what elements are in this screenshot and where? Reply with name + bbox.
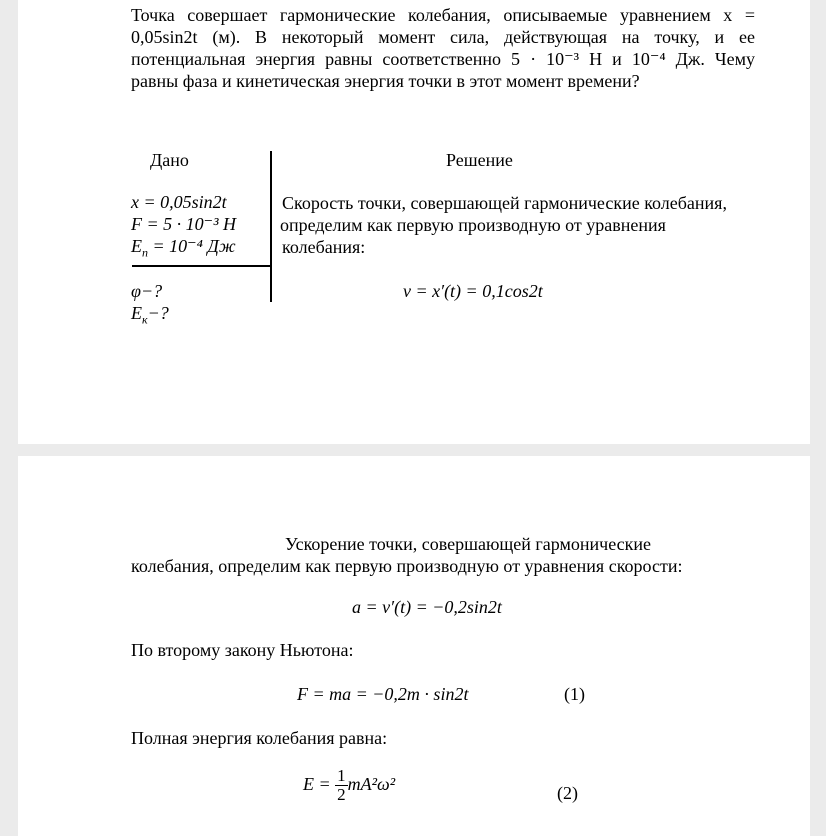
equation-1-number: (1) [564, 684, 585, 704]
acceleration-text-2: колебания, определим как первую производную от уравнения скорости: [131, 556, 683, 576]
solution-header: Решение [446, 150, 513, 170]
problem-statement [131, 4, 755, 92]
find-phi: φ−? [131, 281, 163, 301]
equation-velocity: v = x′(t) = 0,1cos2t [403, 281, 543, 301]
given-F: F = 5 · 10⁻³ Н [131, 214, 237, 234]
equation-energy: E = $\frac{1}{2}$ mA²ω² [303, 766, 396, 805]
equation-force: F = ma = −0,2m · sin2t [297, 684, 469, 704]
problem-line-2: 0,05sin2t (м). В некоторый момент сила, действующая на точку, и ее [131, 27, 755, 47]
acceleration-text-1: Ускорение точки, совершающей гармонические [285, 534, 651, 554]
solution-text-3: колебания: [282, 237, 366, 257]
energy-text: Полная энергия колебания равна: [131, 728, 388, 748]
document-page-1 [18, 0, 810, 444]
problem-line-3: потенциальная энергия равны соответственно 5 · 10⁻³ Н и 10⁻⁴ Дж. Чему [131, 49, 755, 69]
solution-text-1: Скорость точки, совершающей гармонические колебания, [282, 193, 727, 213]
given-Ep: $E_п = 10^{-4}$ Дж [131, 236, 236, 260]
document-page-2 [18, 456, 810, 836]
equation-acceleration: a = v′(t) = −0,2sin2t [352, 597, 502, 617]
solution-text-2: определим как первую производную от уравнения [280, 215, 666, 235]
problem-line-4: равны фаза и кинетическая энергия точки в этот момент времени? [131, 71, 640, 91]
equation-2-number: (2) [557, 783, 578, 803]
table-horizontal-divider [132, 265, 272, 267]
newton-text: По второму закону Ньютона: [131, 640, 354, 660]
given-header: Дано [150, 150, 189, 170]
table-vertical-divider [270, 151, 272, 302]
given-x: x = 0,05sin2t [131, 192, 227, 212]
fraction-one-half: $\frac{1}{2}$ [337, 766, 346, 805]
find-Ek: $E_к-$? [131, 303, 169, 327]
problem-line-1: Точка совершает гармонические колебания, описываемые уравнением x = [131, 5, 755, 25]
